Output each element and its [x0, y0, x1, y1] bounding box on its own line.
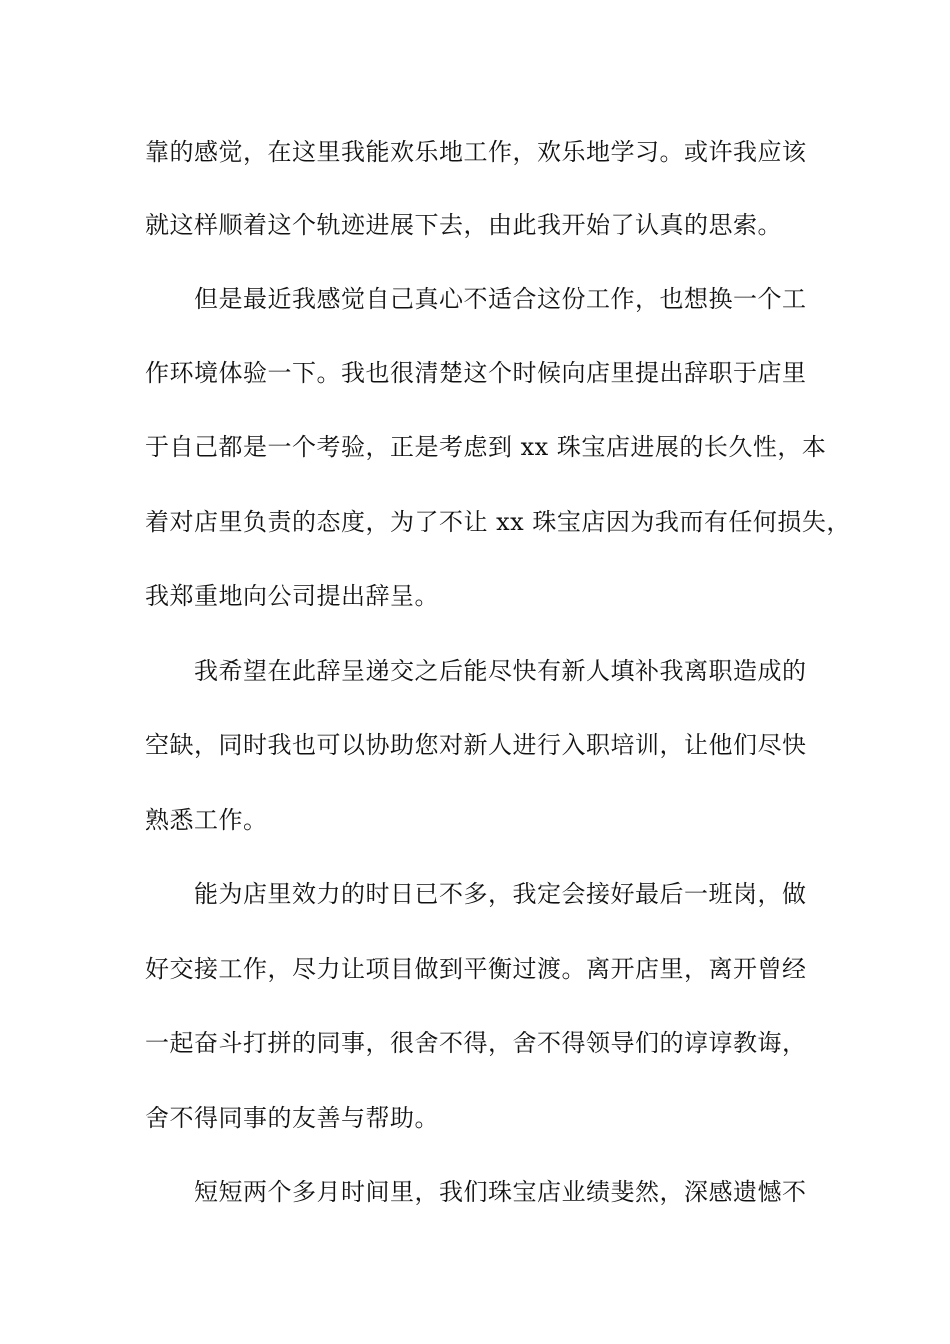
paragraph-line: 作环境体验一下。我也很清楚这个时候向店里提出辞职于店里	[145, 359, 807, 387]
paragraph-line: 短短两个多月时间里，我们珠宝店业绩斐然，深感遗憾不	[194, 1178, 807, 1206]
paragraph-line: 我郑重地向公司提出辞呈。	[145, 582, 439, 610]
paragraph-line: 好交接工作，尽力让项目做到平衡过渡。离开店里，离开曾经	[145, 955, 807, 983]
paragraph-line: 舍不得同事的友善与帮助。	[145, 1104, 439, 1132]
paragraph-line: 于自己都是一个考验，正是考虑到 xx 珠宝店进展的长久性，本	[145, 433, 827, 461]
paragraph-line: 空缺，同时我也可以协助您对新人进行入职培训，让他们尽快	[145, 731, 807, 759]
paragraph-line: 一起奋斗打拼的同事，很舍不得，舍不得领导们的谆谆教诲，	[145, 1029, 807, 1057]
paragraph-line: 就这样顺着这个轨迹进展下去，由此我开始了认真的思索。	[145, 211, 782, 239]
paragraph-line: 能为店里效力的时日已不多，我定会接好最后一班岗，做	[194, 880, 807, 908]
paragraph-line: 着对店里负责的态度，为了不让 xx 珠宝店因为我而有任何损失，	[145, 508, 851, 536]
paragraph-line: 但是最近我感觉自己真心不适合这份工作，也想换一个工	[194, 285, 807, 313]
paragraph-line: 靠的感觉，在这里我能欢乐地工作，欢乐地学习。或许我应该	[145, 138, 807, 166]
paragraph-line: 熟悉工作。	[145, 806, 268, 834]
paragraph-line: 我希望在此辞呈递交之后能尽快有新人填补我离职造成的	[194, 657, 807, 685]
